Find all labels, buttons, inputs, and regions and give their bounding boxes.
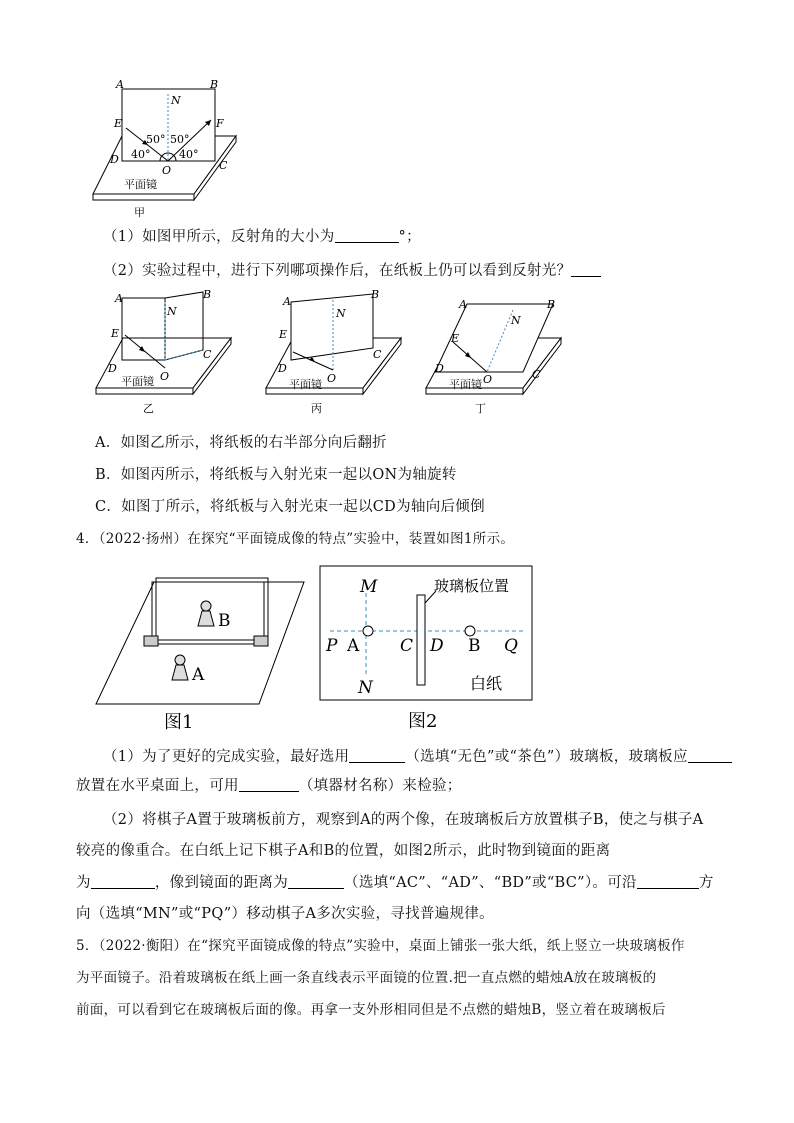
figure-1 bbox=[94, 574, 306, 734]
label-o: O bbox=[327, 372, 337, 385]
angle-right-top: 50° bbox=[170, 133, 190, 146]
label-d: D bbox=[108, 362, 117, 375]
label-n: N bbox=[511, 314, 521, 327]
angle-right-bottom: 40° bbox=[179, 148, 199, 161]
question-4-2-line4: 向（选填“MN”或“PQ”）移动棋子A多次实验，寻找普遍规律。 bbox=[76, 906, 494, 922]
label-a: A bbox=[459, 298, 467, 311]
label-d: D bbox=[110, 153, 119, 166]
glass-plate bbox=[417, 595, 425, 685]
label-m: M bbox=[360, 577, 378, 597]
glass-position-label: 玻璃板位置 bbox=[434, 577, 510, 595]
label-a: A bbox=[115, 292, 123, 305]
question-4-2-line1: （2）将棋子A置于玻璃板前方，观察到A的两个像，在玻璃板后方放置棋子B，使之与棋子A bbox=[103, 812, 704, 828]
question-4-2-line2: 较亮的像重合。在白纸上记下棋子A和B的位置，如图2所示，此时物到镜面的距离 bbox=[76, 843, 611, 859]
label-c: C bbox=[532, 368, 541, 381]
figure-ding bbox=[423, 290, 583, 415]
label-e: E bbox=[111, 327, 120, 340]
label-o: O bbox=[483, 373, 493, 386]
question-5-line1: 5．（2022·衡阳）在“探究平面镜成像的特点”实验中，桌面上铺张一张大纸，纸上竖立一块玻璃板作 bbox=[76, 938, 685, 954]
label-o: O bbox=[160, 370, 170, 383]
paper-label: 白纸 bbox=[470, 674, 503, 693]
label-a: A bbox=[347, 636, 360, 656]
label-a: A bbox=[283, 295, 291, 308]
label-c: C bbox=[219, 159, 228, 172]
caption-fig1: 图1 bbox=[164, 712, 194, 733]
answer-blank[interactable] bbox=[239, 777, 299, 792]
label-n: N bbox=[336, 307, 346, 320]
answer-blank[interactable] bbox=[637, 874, 699, 889]
answer-blank[interactable] bbox=[688, 748, 732, 763]
label-b: B bbox=[210, 78, 219, 91]
label-p: P bbox=[326, 636, 338, 656]
caption-ding: 丁 bbox=[475, 402, 486, 415]
question-4-1-line2: 放置在水平桌面上，可用 （填器材名称）来检验； bbox=[76, 778, 462, 794]
label-c: C bbox=[203, 348, 212, 361]
mirror-label: 平面镜 bbox=[124, 178, 157, 191]
mirror-label: 平面镜 bbox=[449, 378, 482, 391]
answer-blank[interactable] bbox=[335, 228, 399, 243]
caption-fig2: 图2 bbox=[408, 711, 438, 732]
answer-blank[interactable] bbox=[571, 262, 601, 277]
label-n: N bbox=[167, 305, 177, 318]
question-5-line3: 前面，可以看到它在玻璃板后面的像。再拿一支外形相同但是不点燃的蜡烛B，竖立着在玻璃板后 bbox=[76, 1002, 666, 1018]
figure-jia bbox=[88, 76, 268, 226]
label-a: A bbox=[116, 78, 124, 91]
figure-bing bbox=[263, 290, 423, 415]
piece-a-label: A bbox=[192, 665, 205, 685]
label-d: D bbox=[430, 636, 444, 656]
answer-blank[interactable] bbox=[288, 874, 344, 889]
question-2: （2）实验过程中，进行下列哪项操作后，在纸板上仍可以看到反射光？ bbox=[103, 262, 601, 280]
label-b: B bbox=[468, 636, 481, 656]
mirror-label: 平面镜 bbox=[289, 378, 322, 391]
option-c: C．如图丁所示，将纸板与入射光束一起以CD为轴向后倾倒 bbox=[95, 499, 485, 515]
label-b: B bbox=[371, 288, 380, 301]
label-e: E bbox=[451, 332, 460, 345]
label-c: C bbox=[373, 348, 382, 361]
answer-blank[interactable] bbox=[91, 874, 155, 889]
label-n: N bbox=[171, 94, 181, 107]
label-b: B bbox=[547, 298, 556, 311]
label-n: N bbox=[358, 678, 373, 698]
question-4-2-line3: 为 ，像到镜面的距离为 （选填“AC”、“AD”、“BD”或“BC”）。可沿 方 bbox=[76, 875, 714, 891]
angle-left-bottom: 40° bbox=[131, 148, 151, 161]
label-f: F bbox=[216, 117, 224, 130]
option-b: B．如图丙所示，将纸板与入射光束一起以ON为轴旋转 bbox=[95, 467, 457, 483]
label-d: D bbox=[278, 362, 287, 375]
figure-2 bbox=[318, 563, 538, 733]
question-4-head: 4．（2022·扬州）在探究“平面镜成像的特点”实验中，装置如图1所示。 bbox=[76, 531, 515, 547]
caption-bing: 丙 bbox=[311, 402, 322, 415]
figure-yi bbox=[93, 290, 253, 415]
question-1: （1）如图甲所示，反射角的大小为 °； bbox=[103, 229, 421, 245]
caption-jia: 甲 bbox=[134, 206, 145, 219]
question-4-1-line1: （1）为了更好的完成实验，最好选用 （选填“无色”或“茶色”）玻璃板，玻璃板应 bbox=[103, 748, 732, 766]
label-e: E bbox=[279, 328, 288, 341]
mirror-label: 平面镜 bbox=[121, 375, 154, 388]
label-c: C bbox=[400, 636, 414, 656]
option-a: A．如图乙所示，将纸板的右半部分向后翻折 bbox=[95, 435, 387, 451]
answer-blank[interactable] bbox=[349, 748, 405, 763]
angle-left-top: 50° bbox=[146, 133, 166, 146]
label-b: B bbox=[203, 288, 212, 301]
label-o: O bbox=[162, 164, 172, 177]
label-d: D bbox=[435, 362, 444, 375]
caption-yi: 乙 bbox=[143, 402, 154, 415]
label-q: Q bbox=[504, 636, 518, 656]
piece-b-label: B bbox=[218, 611, 231, 631]
label-e: E bbox=[114, 117, 123, 130]
question-5-line2: 为平面镜子。沿着玻璃板在纸上画一条直线表示平面镜的位置.把一直点燃的蜡烛A放在玻璃板的 bbox=[76, 970, 657, 986]
